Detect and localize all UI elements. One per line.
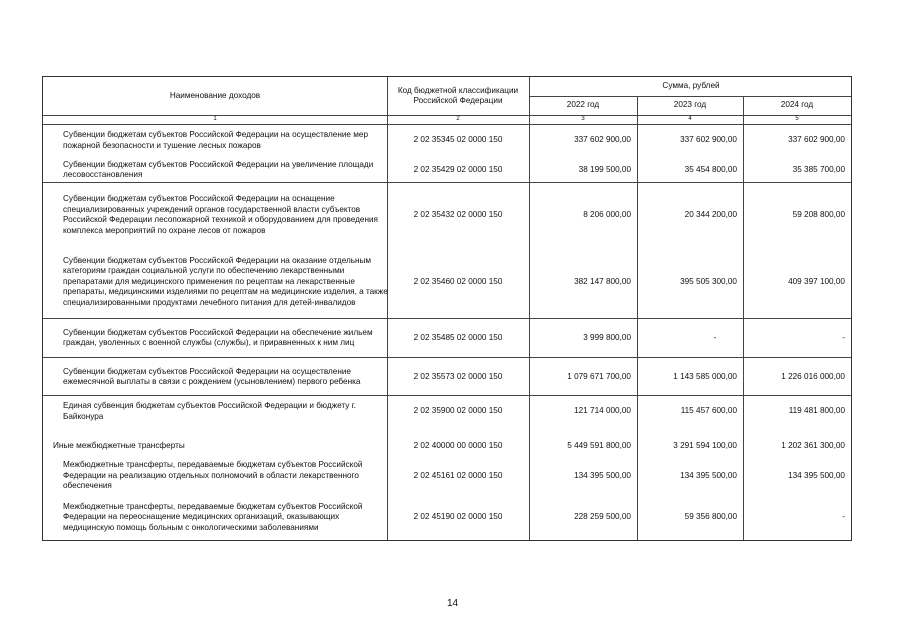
row-value-2023: 395 505 300,00: [680, 276, 737, 286]
row-value-2024: 119 481 800,00: [788, 406, 845, 416]
row-name: Субвенции бюджетам субъектов Российской Федерации на обеспечение жильем граждан, уволенных с военной службы (службы), и приравненных к ним лиц: [63, 327, 373, 347]
row-name: Иные межбюджетные трансферты: [53, 440, 185, 450]
row-name: Единая субвенция бюджетам субъектов Российской Федерации и бюджету г. Байконура: [63, 401, 356, 421]
row-divider: [43, 182, 851, 183]
row-name: Межбюджетные трансферты, передаваемые бюджетам субъектов Российской Федерации на реализацию отдельных полномочий в области лекарственного обеспечения: [63, 460, 363, 491]
header-year-2023: 2023 год: [673, 100, 707, 110]
row-value-2023: 337 602 900,00: [680, 135, 737, 145]
header-code: Код бюджетной классификации Российской Федерации: [397, 85, 519, 105]
row-code: 2 02 35900 02 0000 150: [413, 406, 503, 416]
row-value-2024: 409 397 100,00: [788, 276, 845, 286]
row-code: 2 02 45161 02 0000 150: [413, 470, 503, 480]
row-value-2022: 38 199 500,00: [578, 164, 631, 174]
numbers-divider: [43, 124, 851, 125]
row-divider: [43, 395, 851, 396]
revenue-table: [42, 76, 852, 541]
row-divider: [43, 318, 851, 319]
row-code: 2 02 35429 02 0000 150: [413, 164, 503, 174]
row-name: Субвенции бюджетам субъектов Российской Федерации на осуществление мер пожарной безопасности и тушение лесных пожаров: [63, 130, 368, 150]
header-sum: Сумма, рублей: [662, 81, 720, 91]
row-value-2022: 121 714 000,00: [574, 406, 631, 416]
row-value-2024: 1 202 361 300,00: [781, 440, 845, 450]
row-name: Субвенции бюджетам субъектов Российской Федерации на увеличение площади лесовосстановления: [63, 159, 374, 179]
row-value-2024: 59 208 800,00: [792, 209, 845, 219]
row-value-2024: 134 395 500,00: [788, 470, 845, 480]
row-value-2022: 8 206 000,00: [583, 209, 631, 219]
col-number: 4: [688, 116, 692, 123]
row-value-2023: 3 291 594 100,00: [673, 440, 737, 450]
row-code: 2 02 35460 02 0000 150: [413, 276, 503, 286]
row-value-2022: 228 259 500,00: [574, 512, 631, 522]
row-name: Субвенции бюджетам субъектов Российской Федерации на оказание отдельным категориям граждан социальной услуги по обеспечению лекарственными препаратами для медицинского применения по рецептам на лекарственные препараты, медицинскими изделиями по рецептам на медицинские изделия, а также специализированными продуктами лечебного питания для детей-инвалидов: [63, 255, 388, 307]
row-code: 2 02 35485 02 0000 150: [413, 332, 503, 342]
row-value-2022: 382 147 800,00: [574, 276, 631, 286]
row-code: 2 02 45190 02 0000 150: [413, 512, 503, 522]
row-value-2022: 1 079 671 700,00: [567, 371, 631, 381]
header-year-2022: 2022 год: [566, 100, 600, 110]
row-value-2022: 337 602 900,00: [574, 135, 631, 145]
page-number: 14: [446, 598, 459, 609]
row-value-2024: 35 385 700,00: [792, 164, 845, 174]
header-year-2024: 2024 год: [780, 100, 814, 110]
row-code: 2 02 40000 00 0000 150: [413, 440, 503, 450]
col-number: 5: [795, 116, 799, 123]
row-code: 2 02 35432 02 0000 150: [413, 209, 503, 219]
row-name: Субвенции бюджетам субъектов Российской Федерации на оснащение специализированных учреждений органов государственной власти субъектов Российской Федерации лесопожарной техникой и оборудованием для проведения комплекса мероприятий по охране лесов от пожаров: [63, 194, 378, 235]
row-code: 2 02 35573 02 0000 150: [413, 371, 503, 381]
row-value-2024: 337 602 900,00: [788, 135, 845, 145]
col-number: 3: [581, 116, 585, 123]
row-value-2023: 35 454 800,00: [684, 164, 737, 174]
row-value-2023: 20 344 200,00: [684, 209, 737, 219]
header-name: Наименование доходов: [169, 90, 261, 100]
row-value-2022: 134 395 500,00: [574, 470, 631, 480]
row-divider: [43, 357, 851, 358]
row-value-2023: 59 356 800,00: [684, 512, 737, 522]
row-value-2024: -: [842, 332, 845, 342]
col-number: 1: [213, 116, 217, 123]
row-value-2023: 1 143 585 000,00: [673, 371, 737, 381]
row-value-2023: 115 457 600,00: [680, 406, 737, 416]
row-name: Межбюджетные трансферты, передаваемые бюджетам субъектов Российской Федерации на переоснащение медицинских организаций, оказывающих медицинскую помощь больным с онкологическими заболеваниями: [63, 501, 363, 532]
row-value-2022: 5 449 591 800,00: [567, 440, 631, 450]
row-value-2024: -: [842, 512, 845, 522]
row-value-2023: -: [713, 332, 717, 342]
row-value-2023: 134 395 500,00: [680, 470, 737, 480]
col-number: 2: [456, 116, 460, 123]
row-name: Субвенции бюджетам субъектов Российской Федерации на осуществление ежемесячной выплаты в связи с рождением (усыновлением) первого ребенка: [63, 366, 361, 386]
row-value-2024: 1 226 016 000,00: [781, 371, 845, 381]
row-value-2022: 3 999 800,00: [583, 332, 631, 342]
row-code: 2 02 35345 02 0000 150: [413, 135, 503, 145]
